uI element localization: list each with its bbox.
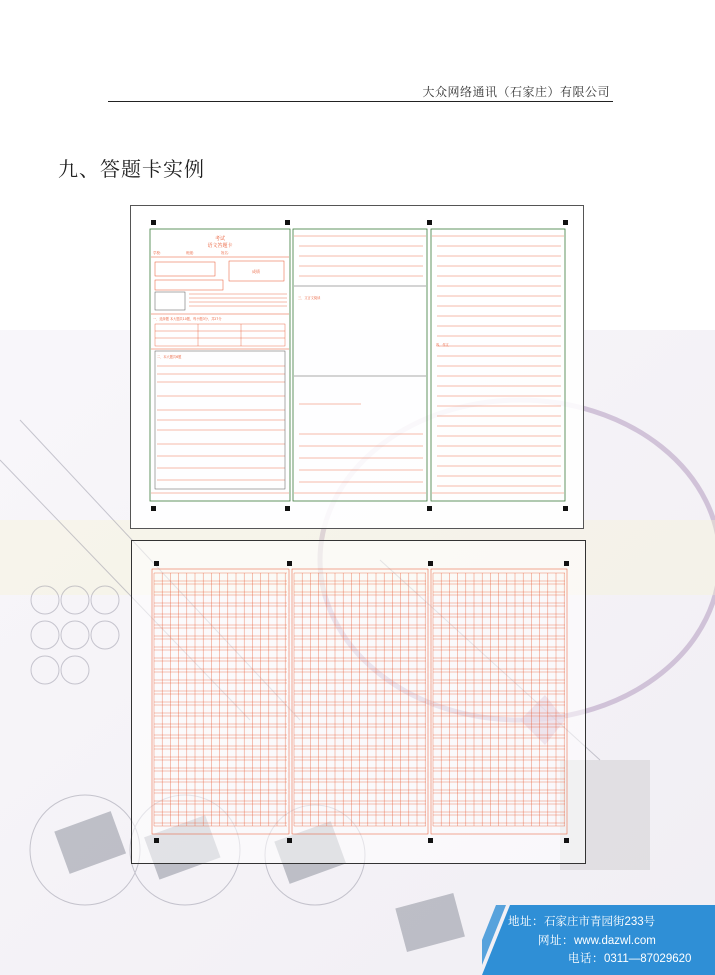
website-line [538, 932, 656, 948]
answer-card-1-drawing [131, 206, 583, 528]
answer-card-example-2 [131, 540, 586, 864]
address-line [508, 913, 655, 929]
address-label: 地址： [508, 916, 544, 928]
address-value: 石家庄市青园街233号 [544, 916, 656, 928]
exam-title-2: 语文答题卡 [207, 243, 233, 249]
website-value[interactable]: www.dazwl.com [574, 935, 656, 947]
answer-card-2-drawing [132, 541, 585, 863]
school-label: 学校： [153, 251, 164, 255]
part3-heading: 三、文言文阅读 [298, 296, 321, 300]
phone-label: 电话： [568, 953, 604, 965]
name-label: 姓名： [221, 251, 232, 255]
part4-heading: 四、作文 [436, 343, 449, 347]
answer-card-example-1 [130, 205, 584, 529]
phone-value: 0311—87029620 [604, 953, 692, 965]
phone-line [568, 950, 691, 966]
part2-heading: 二、本大题共6题 [157, 355, 182, 359]
score-box-label: 成绩 [252, 269, 260, 274]
section-title: 九、答题卡实例 [58, 157, 205, 181]
exam-title-1: 考试 [214, 236, 226, 242]
part1-heading: 一、选择题 本大题共10题，每小题3分，共27分 [153, 317, 222, 321]
website-label: 网址： [538, 935, 574, 947]
company-name: 大众网络通讯（石家庄）有限公司 [422, 85, 610, 99]
registration-marks [151, 220, 568, 511]
class-label: 班级： [186, 251, 197, 255]
header-divider [108, 101, 613, 102]
